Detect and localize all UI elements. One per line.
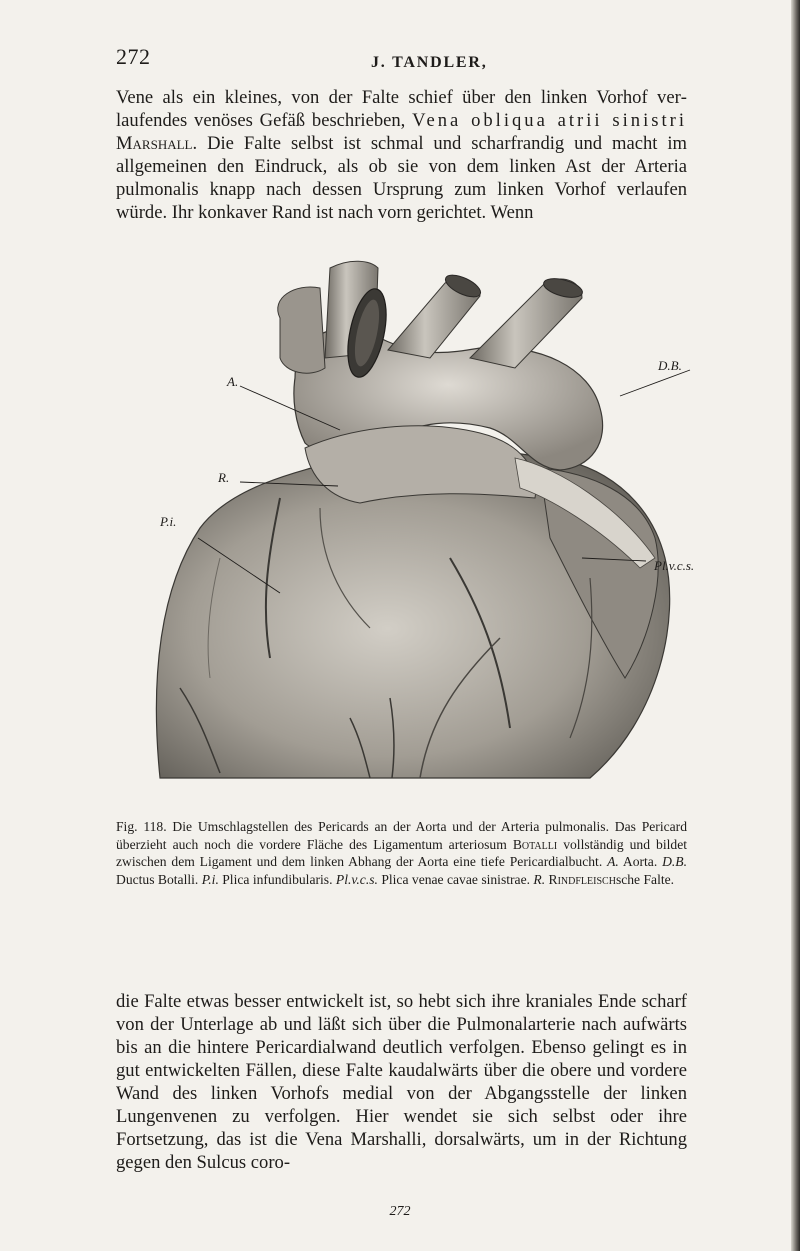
label-plica-venae-cavae: Pl.v.c.s. xyxy=(654,558,695,573)
page-number-bottom: 272 xyxy=(389,1204,411,1219)
label-plica-infundibularis: P.i. xyxy=(160,514,177,529)
label-ductus-botalli: D.B. xyxy=(658,358,682,373)
label-aorta: A. xyxy=(227,374,239,389)
paragraph-top-text-2: . Die Falte selbst ist schmal und scharfrandig und macht im allgemeinen den Eindruck, als ob sie von dem linken Ast der Arteria pulmonalis knapp nach dessen Ursprung zum linken Vorhof verlaufen würde. Ihr konkaver Rand ist nach vorn gerichtet. Wenn xyxy=(116,133,687,223)
page-number-top: 272 xyxy=(116,44,151,69)
page-edge-shadow xyxy=(791,0,800,1251)
paragraph-top-text-1: Vene als ein kleines, von der Falte schief über den linken Vorhof verlaufendes venöses Gefäß beschrieben, xyxy=(116,87,687,131)
vena-obliqua-term: Vena obliqua atrii sinistri xyxy=(412,110,687,131)
label-rindfleisch-fold: R. xyxy=(218,470,230,485)
heart-drawing xyxy=(120,258,730,798)
figure-caption: Fig. 118. Die Umschlagstellen des Pericards an der Aorta und der Arteria pulmonalis. Das Pericard überzieht auch noch die vordere Fläche des Ligamentum arteriosum Botalli vollständig und bildet zwischen dem Ligament und dem linken Abhang der Aorta eine tiefe Pericardialbucht. A. Aorta. D.B. Ductus Botalli. P.i. Plica infundibularis. Pl.v.c.s. Plica venae cavae sinistrae. R. Rindfleischsche Falte. xyxy=(116,819,687,887)
paragraph-bottom: die Falte etwas besser entwickelt ist, so hebt sich ihre kraniales Ende scharf von der Unterlage ab und läßt sich über die Pulmonalarterie nach aufwärts bis an die hintere Pericardialwand deutlich verfolgen. Ebenso gelingt es in gut entwickelten Fällen, diese Falte kaudalwärts über die obere und vordere Wand des linken Vorhofs medial von der Abgangsstelle der linken Lungenvenen zu verfolgen. Hier wendet sie sich selbst oder ihre Fortsetzung, das ist die Vena Marshalli, dorsalwärts, um in der Richtung gegen den Sulcus coro- xyxy=(116,991,687,1173)
heart-illustration xyxy=(120,258,730,798)
pulmonary-trunk xyxy=(305,426,536,503)
running-head: J. TANDLER, xyxy=(371,54,488,71)
paragraph-top xyxy=(116,86,687,224)
author-marshall: Marshall xyxy=(116,133,193,154)
page-header xyxy=(116,44,684,74)
vena-cava-stump xyxy=(278,287,325,373)
